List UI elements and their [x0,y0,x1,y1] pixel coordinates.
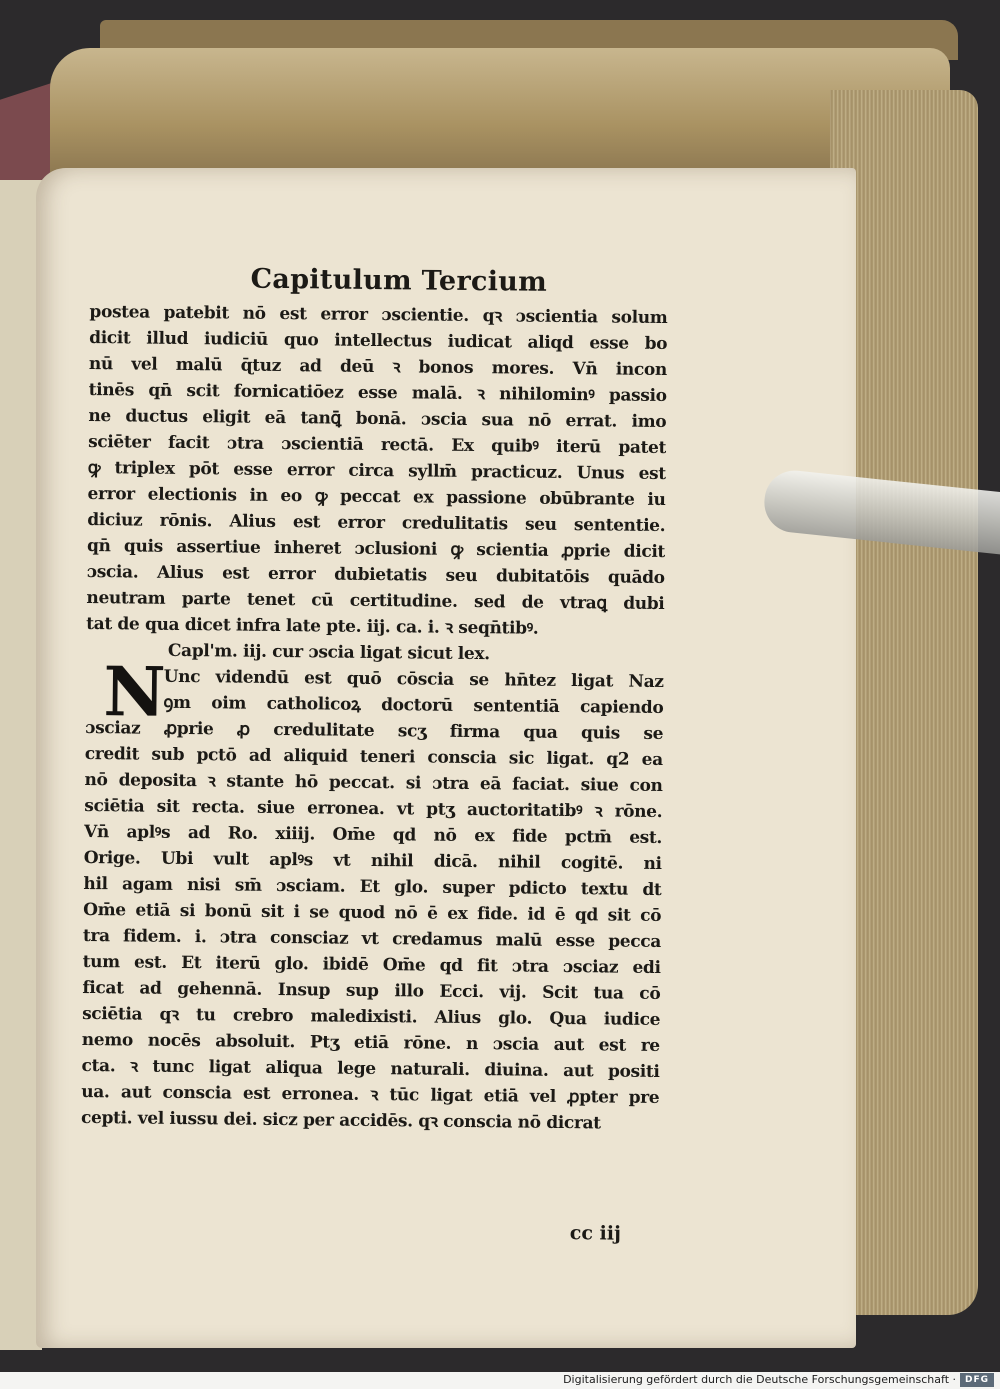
text-line: cepti. vel iussu dei. sicz per accidēs. qꝛ conscia nō dicrat [80,1107,601,1134]
text-line: ficat ad gehennā. Insup sup illo Ecci. vij. Scit tua cō [82,977,661,1005]
text-line: tra fidem. i. ɔtra consciaz vt credamus malū esse pecca [82,925,662,953]
text-line: sciēter facit ɔtra ɔscientiā rectā. Ex quibꝰ iterū patet [88,431,667,459]
text-line: Unc videndū est quō cōscia se hn̄tez ligat Naz [163,666,664,693]
text-line: ɔscia. Alius est error dubietatis seu dubitatōis quādo [86,561,665,589]
text-line: Vn̄ aplꝰs ad Ro. xiiij. Om̄e qd nō ex fide pctm̄ est. [83,821,663,849]
text-line: sciētia sit recta. siue erronea. vt ptʒ auctoritatibꝰ ꝛ rōne. [84,795,663,823]
text-line: ꝙ triplex pōt esse error circa syllm̄ practicuz. Unus est [87,457,666,485]
text-line: credit sub pctō ad aliquid teneri conscia sic ligat. q2 ea [84,743,663,771]
text-line: dicit illud iudiciū quo intellectus iudicat aliqd esse bo [89,327,668,355]
text-line: nemo nocēs absoluit. Ptʒ etiā rōne. n ɔscia aut est re [81,1029,660,1057]
text-line: error electionis in eo ꝙ peccat ex passione obūbrante iu [87,483,666,511]
text-line: ɔsciaz ꝓprie ꝓ credulitate scʒ firma qua quis se [85,717,664,745]
dfg-logo-icon: DFG [960,1373,994,1387]
text-line: ua. aut conscia est erronea. ꝛ tūc ligat etiā vel ꝓpter pre [81,1081,660,1109]
text-line: postea patebit nō est error ɔscientie. qꝛ ɔscientia solum [89,301,668,329]
folio-number: cc iij [569,1222,622,1245]
text-line: nō deposita ꝛ stante hō peccat. si ɔtra eā faciat. siue con [84,769,663,797]
running-head: Capitulum Tercium [250,263,548,298]
text-line: tat de qua dicet infra late pte. iij. ca. i. ꝛ seqn̄tibꝰ. [86,613,539,639]
text-line: ne ductus eligit eā tanꝗ̄ bonā. ɔscia sua nō errat. imo [88,405,667,433]
text-line: tum est. Et iterū glo. ibidē Om̄e qd fit ɔtra ɔsciaz edi [82,951,661,979]
text-line: hil agam nisi sm̄ ɔsciam. Et glo. super pdicto textu dt [83,873,662,901]
text-line: qn̄ quis assertiue inheret ɔclusioni ꝙ scientia ꝓprie dicit [86,535,666,563]
text-line: neutram parte tenet cū certitudine. sed de vtraꝗ dubi [86,587,665,615]
text-line: sciētia qꝛ tu crebro maledixisti. Alius glo. Qua iudice [82,1003,661,1031]
text-line: nū vel malū ɋ̄tuz ad deū ꝛ bonos mores. Vn̄ incon [88,353,668,381]
footer-caption: Digitalisierung gefördert durch die Deutsche Forschungsgemeinschaft · [563,1373,956,1386]
page-text-block [80,262,668,1245]
chapter-heading: Capl'm. iij. cur ɔscia ligat sicut lex. [167,640,490,665]
drop-cap: N [103,652,167,733]
text-line: ꝯm oim catholicoꝝ doctorū sententiā capiendo [163,692,664,719]
text-line: tinēs qn̄ scit fornicatiōez esse malā. ꝛ nihilominꝰ passio [88,379,667,407]
digitization-footer [0,1372,1000,1389]
page-block-top-edge [50,48,950,178]
text-line: Orige. Ubi vult aplꝰs vt nihil dicā. nihil cogitē. ni [83,847,662,875]
text-line: diciuz rōnis. Alius est error credulitatis seu sententie. [87,509,666,537]
text-line: cta. ꝛ tunc ligat aliqua lege naturali. diuina. aut positi [81,1055,660,1083]
body-lines [86,299,668,643]
text-line: Om̄e etiā si bonū sit i se quod nō ē ex fide. id ē qd sit cō [83,899,662,927]
